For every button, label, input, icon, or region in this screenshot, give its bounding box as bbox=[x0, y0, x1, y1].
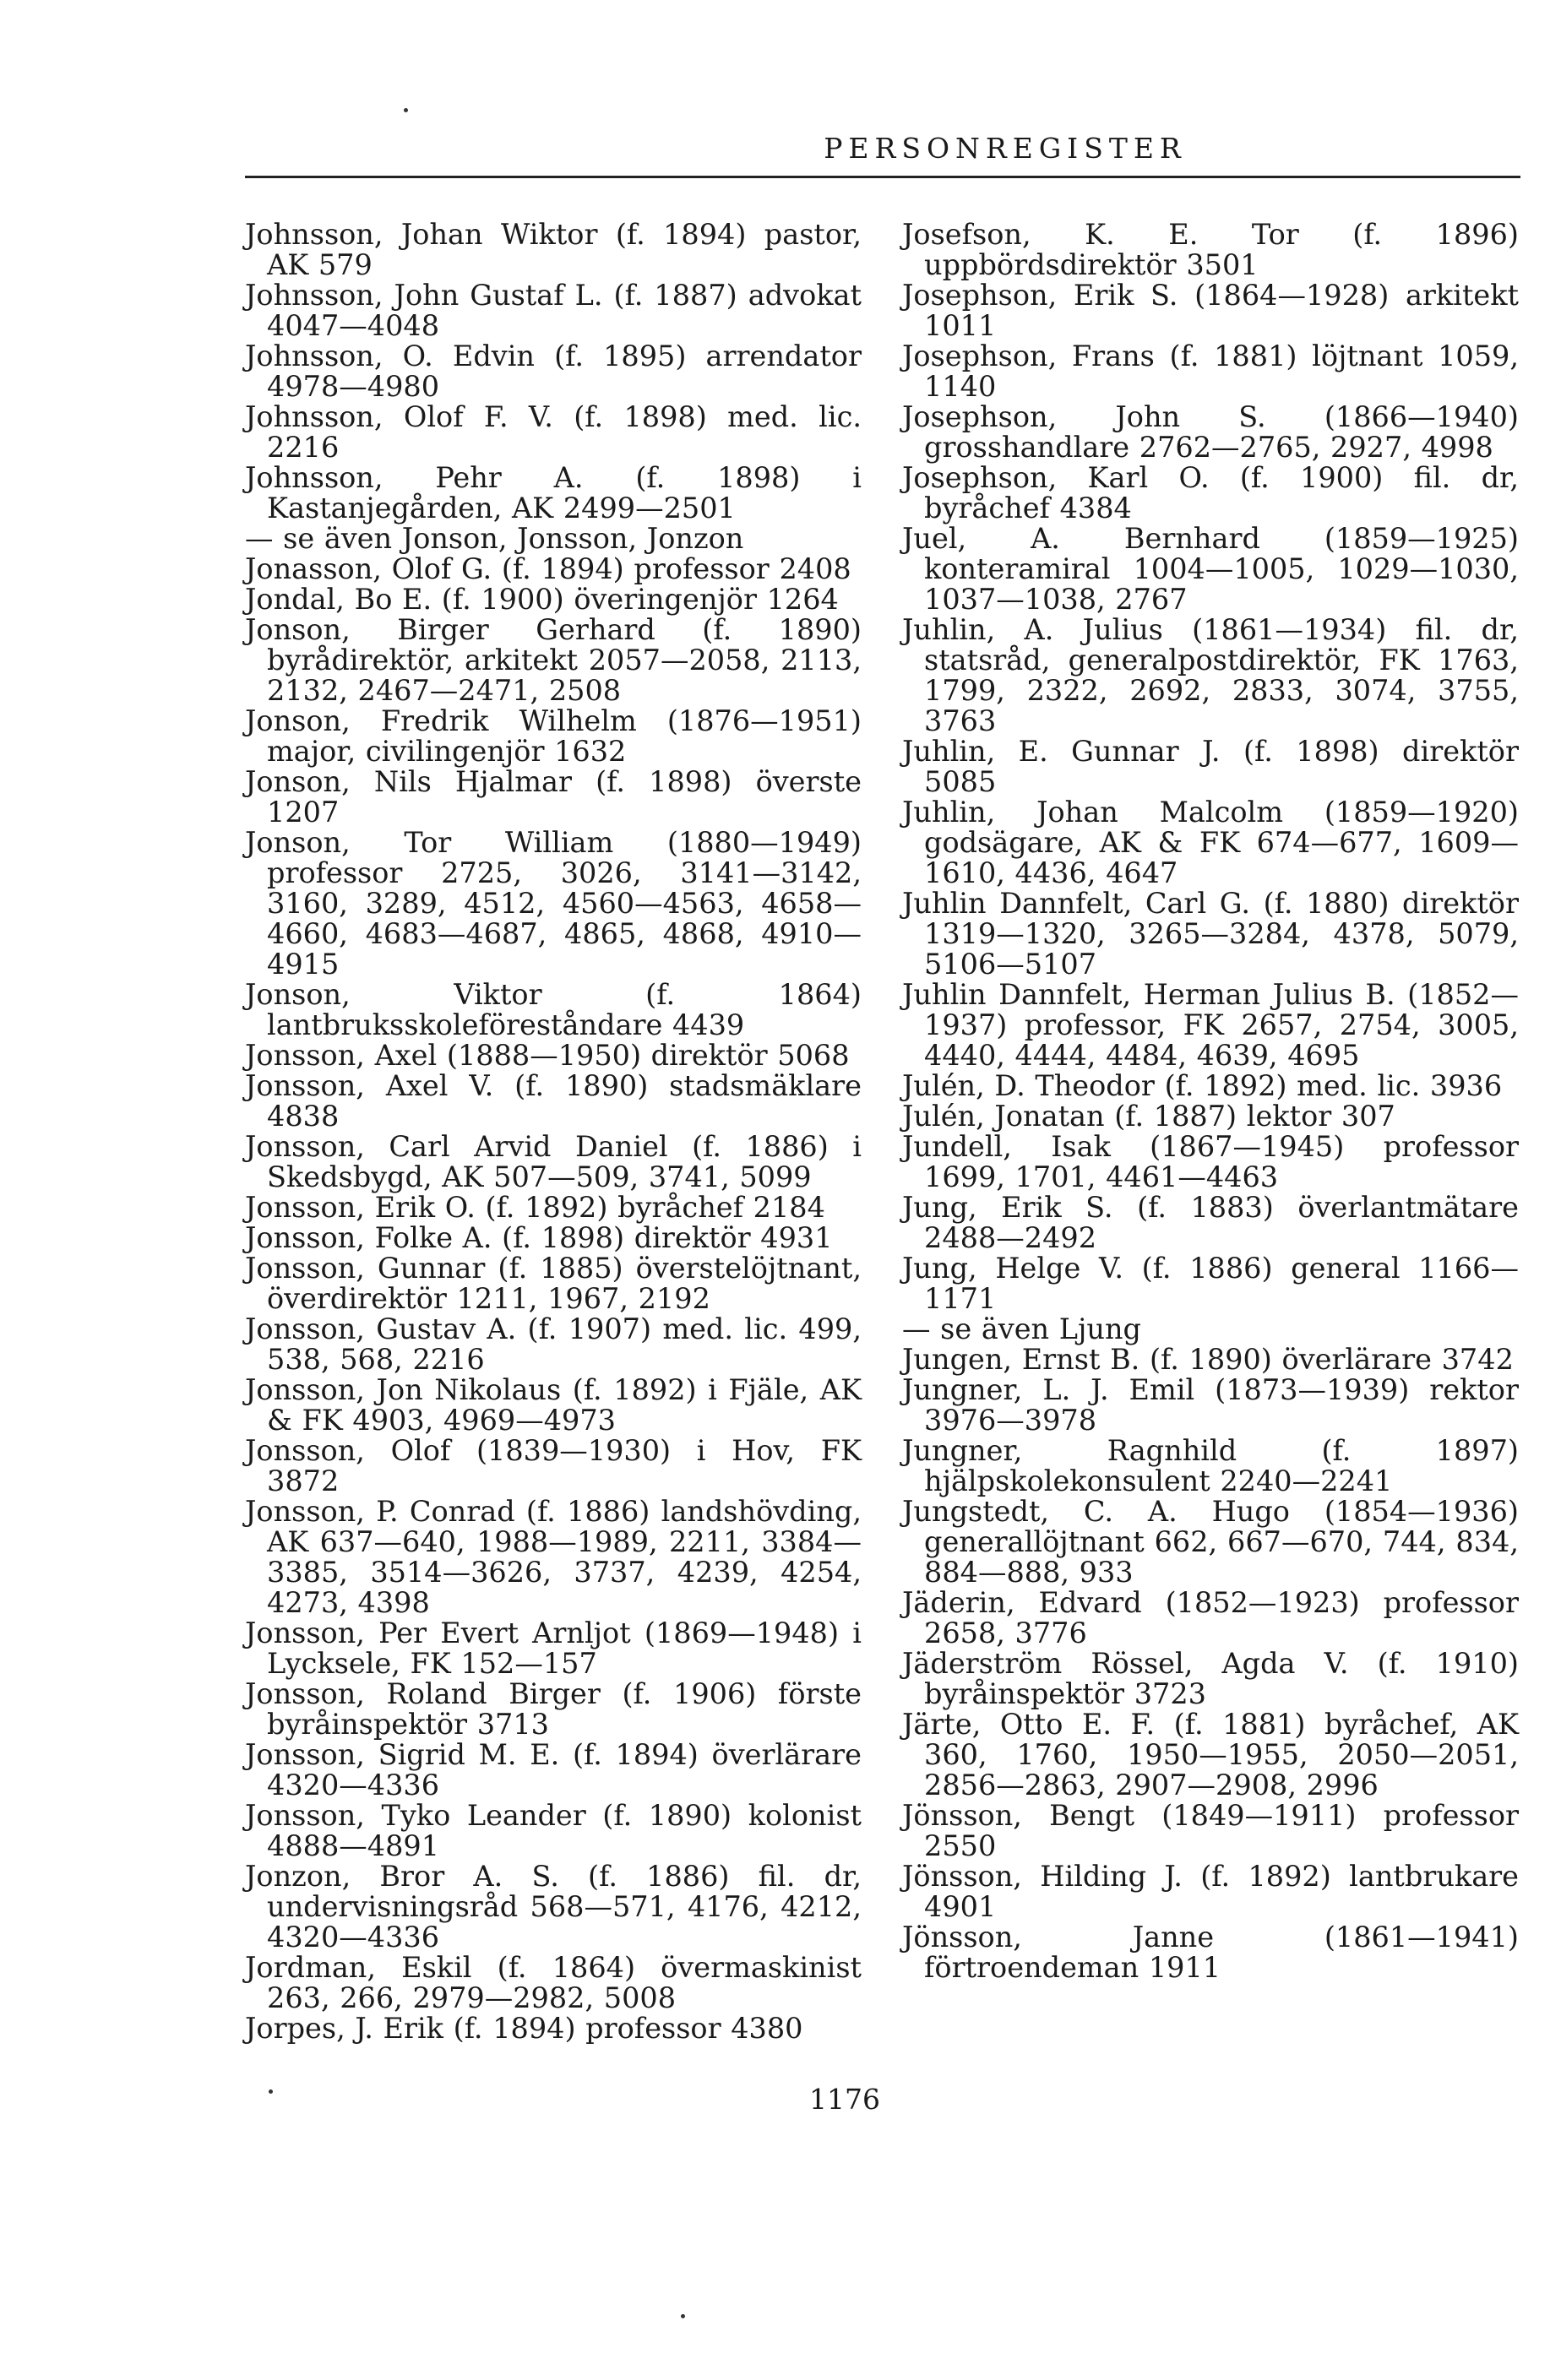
index-entry: Jordman, Eskil (f. 1864) övermaskinist 263, 266, 2979—2982, 5008 bbox=[245, 1951, 862, 2014]
index-entry: Jonzon, Bror A. S. (f. 1886) fil. dr, undervisningsråd 568—571, 4176, 4212, 4320—4336 bbox=[245, 1860, 862, 1953]
index-entry: Juhlin Dannfelt, Herman Julius B. (1852—1937) professor, FK 2657, 2754, 3005, 4440, 4444, 4484, 4639, 4695 bbox=[902, 978, 1519, 1072]
index-entry: Jonsson, Jon Nikolaus (f. 1892) i Fjäle, AK & FK 4903, 4969—4973 bbox=[245, 1373, 862, 1437]
index-entry: Juel, A. Bernhard (1859—1925) konteramiral 1004—1005, 1029—1030, 1037—1038, 2767 bbox=[902, 522, 1519, 616]
index-entry: Jung, Erik S. (f. 1883) överlantmätare 2488—2492 bbox=[902, 1191, 1519, 1254]
index-entry: Johnsson, Olof F. V. (f. 1898) med. lic. 2216 bbox=[245, 400, 862, 464]
index-entry: Jonasson, Olof G. (f. 1894) professor 2408 bbox=[245, 552, 851, 585]
page-number: 1176 bbox=[809, 2083, 880, 2116]
index-entry: Jonsson, Folke A. (f. 1898) direktör 4931 bbox=[245, 1221, 833, 1254]
index-entry: Jäderström Rössel, Agda V. (f. 1910) byråinspektör 3723 bbox=[902, 1647, 1519, 1710]
index-entry: Juhlin, Johan Malcolm (1859—1920) godsägare, AK & FK 674—677, 1609—1610, 4436, 4647 bbox=[902, 796, 1519, 889]
index-entry: Jonsson, Olof (1839—1930) i Hov, FK 3872 bbox=[245, 1434, 862, 1497]
index-entry: Johnsson, John Gustaf L. (f. 1887) advokat 4047—4048 bbox=[245, 279, 862, 342]
index-entry: Järte, Otto E. F. (f. 1881) byråchef, AK 360, 1760, 1950—1955, 2050—2051, 2856—2863, 2907—2908, 2996 bbox=[902, 1708, 1519, 1801]
index-entry: Jönsson, Hilding J. (f. 1892) lantbrukare 4901 bbox=[902, 1860, 1519, 1923]
index-entry: Jonson, Tor William (1880—1949) professor 2725, 3026, 3141—3142, 3160, 3289, 4512, 4560—4563, 4658—4660, 4683—4687, 4865, 4868, 4910—4915 bbox=[245, 826, 862, 981]
index-entry: Jonsson, Gustav A. (f. 1907) med. lic. 499, 538, 568, 2216 bbox=[245, 1312, 862, 1376]
index-entry: Jonsson, P. Conrad (f. 1886) landshövding, AK 637—640, 1988—1989, 2211, 3384—3385, 3514—3626, 3737, 4239, 4254, 4273, 4398 bbox=[245, 1495, 862, 1619]
index-entry: Juhlin, E. Gunnar J. (f. 1898) direktör 5085 bbox=[902, 735, 1519, 798]
index-entry: Jung, Helge V. (f. 1886) general 1166—1171 bbox=[902, 1252, 1519, 1315]
index-entry: Josephson, John S. (1866—1940) grosshandlare 2762—2765, 2927, 4998 bbox=[902, 400, 1519, 464]
index-entry: Juhlin, A. Julius (1861—1934) fil. dr, statsråd, generalpostdirektör, FK 1763, 1799, 2322, 2692, 2833, 3074, 3755, 3763 bbox=[902, 613, 1519, 737]
index-entry: Jonsson, Gunnar (f. 1885) överstelöjtnant, överdirektör 1211, 1967, 2192 bbox=[245, 1252, 862, 1315]
index-entry: Johnsson, Johan Wiktor (f. 1894) pastor, AK 579 bbox=[245, 218, 862, 281]
index-entry: Jonsson, Erik O. (f. 1892) byråchef 2184 bbox=[245, 1191, 825, 1224]
index-entry: Juhlin Dannfelt, Carl G. (f. 1880) direktör 1319—1320, 3265—3284, 4378, 5079, 5106—5107 bbox=[902, 887, 1519, 981]
index-entry: Josefson, K. E. Tor (f. 1896) uppbördsdirektör 3501 bbox=[902, 218, 1519, 281]
index-entry: Jungstedt, C. A. Hugo (1854—1936) generallöjtnant 662, 667—670, 744, 834, 884—888, 933 bbox=[902, 1495, 1519, 1589]
index-entry: Jonson, Fredrik Wilhelm (1876—1951) major, civilingenjör 1632 bbox=[245, 704, 862, 768]
index-entry: Josephson, Karl O. (f. 1900) fil. dr, byråchef 4384 bbox=[902, 461, 1519, 524]
index-entry: Jungner, Ragnhild (f. 1897) hjälpskolekonsulent 2240—2241 bbox=[902, 1434, 1519, 1497]
running-header bbox=[245, 125, 1520, 178]
index-entry: Jorpes, J. Erik (f. 1894) professor 4380 bbox=[245, 2012, 803, 2045]
index-entry: Jonsson, Per Evert Arnljot (1869—1948) i Lycksele, FK 152—157 bbox=[245, 1617, 862, 1680]
header-title: PERSONREGISTER bbox=[824, 132, 1187, 165]
index-entry: Jonsson, Tyko Leander (f. 1890) kolonist 4888—4891 bbox=[245, 1799, 862, 1862]
ink-speck bbox=[681, 2314, 685, 2318]
index-entry: Julén, Jonatan (f. 1887) lektor 307 bbox=[902, 1100, 1395, 1133]
index-entry: Jonson, Viktor (f. 1864) lantbruksskoleföreståndare 4439 bbox=[245, 978, 862, 1041]
index-entry: Jonsson, Axel V. (f. 1890) stadsmäklare 4838 bbox=[245, 1069, 862, 1133]
index-entry: Jonson, Nils Hjalmar (f. 1898) överste 1207 bbox=[245, 765, 862, 829]
ink-speck bbox=[404, 108, 408, 112]
index-entry: Jonsson, Axel (1888—1950) direktör 5068 bbox=[245, 1039, 850, 1072]
index-entry: Jäderin, Edvard (1852—1923) professor 2658, 3776 bbox=[902, 1586, 1519, 1649]
index-entry: Jönsson, Bengt (1849—1911) professor 2550 bbox=[902, 1799, 1519, 1862]
index-entry: Josephson, Frans (f. 1881) löjtnant 1059, 1140 bbox=[902, 340, 1519, 403]
index-entry: Julén, D. Theodor (f. 1892) med. lic. 3936 bbox=[902, 1069, 1503, 1102]
index-entry: Josephson, Erik S. (1864—1928) arkitekt 1011 bbox=[902, 279, 1519, 342]
index-entry: Jungen, Ernst B. (f. 1890) överlärare 3742 bbox=[902, 1343, 1514, 1376]
index-entry: Johnsson, O. Edvin (f. 1895) arrendator 4978—4980 bbox=[245, 340, 862, 403]
index-entry: — se även Jonson, Jonsson, Jonzon bbox=[245, 522, 744, 555]
index-entry: Jonson, Birger Gerhard (f. 1890) byrådirektör, arkitekt 2057—2058, 2113, 2132, 2467—2471, 2508 bbox=[245, 613, 862, 707]
index-entry: Jondal, Bo E. (f. 1900) överingenjör 1264 bbox=[245, 583, 839, 616]
index-entry: Johnsson, Pehr A. (f. 1898) i Kastanjegården, AK 2499—2501 bbox=[245, 461, 862, 524]
index-entry: Jonsson, Roland Birger (f. 1906) förste byråinspektör 3713 bbox=[245, 1677, 862, 1741]
index-entry: Jönsson, Janne (1861—1941) förtroendeman 1911 bbox=[902, 1921, 1519, 1984]
index-entry: Jonsson, Carl Arvid Daniel (f. 1886) i Skedsbygd, AK 507—509, 3741, 5099 bbox=[245, 1130, 862, 1193]
index-entry: Jundell, Isak (1867—1945) professor 1699, 1701, 4461—4463 bbox=[902, 1130, 1519, 1193]
index-column-right bbox=[902, 220, 1519, 1983]
index-column-left bbox=[245, 220, 862, 2044]
ink-speck bbox=[269, 2089, 273, 2094]
index-entry: — se även Ljung bbox=[902, 1312, 1141, 1345]
index-entry: Jonsson, Sigrid M. E. (f. 1894) överlärare 4320—4336 bbox=[245, 1738, 862, 1801]
index-entry: Jungner, L. J. Emil (1873—1939) rektor 3976—3978 bbox=[902, 1373, 1519, 1437]
